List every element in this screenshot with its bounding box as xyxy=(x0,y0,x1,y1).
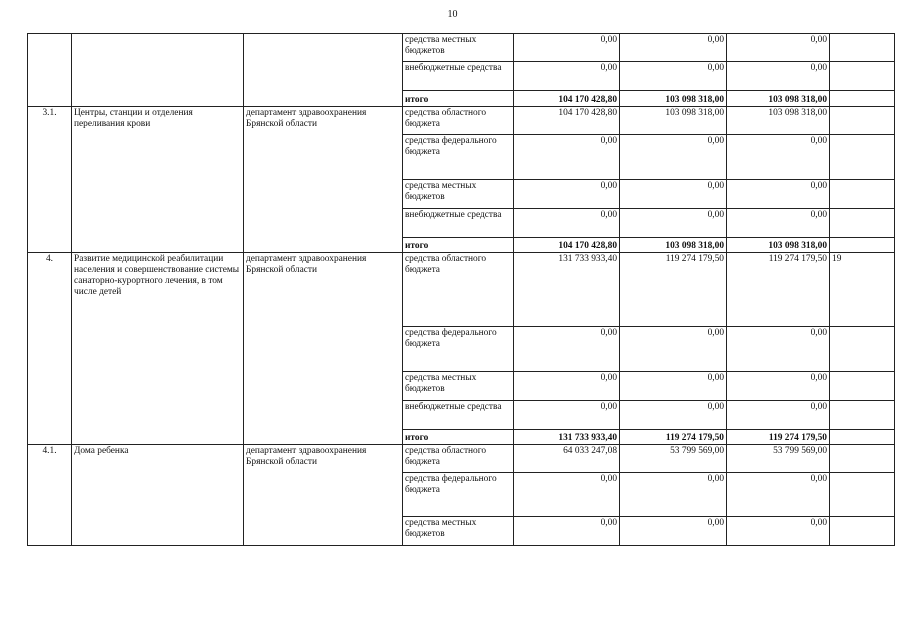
amount-year-3: 0,00 xyxy=(727,62,830,91)
amount-year-2: 103 098 318,00 xyxy=(620,107,727,135)
amount-year-2: 103 098 318,00 xyxy=(620,91,727,107)
amount-year-2: 0,00 xyxy=(620,62,727,91)
amount-year-1: 0,00 xyxy=(514,401,620,430)
amount-year-1: 0,00 xyxy=(514,473,620,517)
funding-source: средства федерального бюджета xyxy=(403,473,514,517)
extra-note xyxy=(830,180,895,209)
amount-year-3: 119 274 179,50 xyxy=(727,253,830,327)
amount-year-2: 0,00 xyxy=(620,327,727,372)
amount-year-3: 0,00 xyxy=(727,517,830,546)
amount-year-3: 0,00 xyxy=(727,473,830,517)
item-department xyxy=(244,34,403,107)
extra-note xyxy=(830,62,895,91)
amount-year-2: 0,00 xyxy=(620,372,727,401)
amount-year-2: 0,00 xyxy=(620,473,727,517)
item-name: Развитие медицинской реабилитации населения и совершенствование системы санаторно-курортного лечения, в том числе детей xyxy=(72,253,244,445)
item-department: департамент здравоохранения Брянской области xyxy=(244,107,403,253)
amount-year-2: 0,00 xyxy=(620,209,727,238)
amount-year-2: 53 799 569,00 xyxy=(620,445,727,473)
extra-note xyxy=(830,34,895,62)
item-number: 4. xyxy=(28,253,72,445)
amount-year-3: 0,00 xyxy=(727,372,830,401)
funding-source: внебюджетные средства xyxy=(403,62,514,91)
extra-note: 19 xyxy=(830,253,895,327)
table-row xyxy=(28,107,895,135)
item-department: департамент здравоохранения Брянской области xyxy=(244,253,403,445)
amount-year-1: 0,00 xyxy=(514,34,620,62)
amount-year-1: 104 170 428,80 xyxy=(514,238,620,253)
amount-year-3: 103 098 318,00 xyxy=(727,107,830,135)
amount-year-2: 119 274 179,50 xyxy=(620,430,727,445)
extra-note xyxy=(830,135,895,180)
amount-year-3: 0,00 xyxy=(727,327,830,372)
funding-source: внебюджетные средства xyxy=(403,401,514,430)
extra-note xyxy=(830,445,895,473)
item-number: 4.1. xyxy=(28,445,72,546)
amount-year-2: 0,00 xyxy=(620,135,727,180)
amount-year-3: 103 098 318,00 xyxy=(727,238,830,253)
funding-source: средства местных бюджетов xyxy=(403,180,514,209)
funding-source: средства местных бюджетов xyxy=(403,517,514,546)
funding-source: внебюджетные средства xyxy=(403,209,514,238)
item-name xyxy=(72,34,244,107)
funding-source: средства местных бюджетов xyxy=(403,34,514,62)
amount-year-3: 0,00 xyxy=(727,209,830,238)
item-number: 3.1. xyxy=(28,107,72,253)
extra-note xyxy=(830,107,895,135)
extra-note xyxy=(830,327,895,372)
amount-year-3: 53 799 569,00 xyxy=(727,445,830,473)
amount-year-1: 131 733 933,40 xyxy=(514,430,620,445)
funding-source: средства местных бюджетов xyxy=(403,372,514,401)
extra-note xyxy=(830,209,895,238)
budget-table xyxy=(27,33,895,546)
extra-note xyxy=(830,401,895,430)
amount-year-2: 0,00 xyxy=(620,34,727,62)
amount-year-1: 0,00 xyxy=(514,327,620,372)
amount-year-1: 104 170 428,80 xyxy=(514,107,620,135)
amount-year-3: 0,00 xyxy=(727,401,830,430)
amount-year-3: 0,00 xyxy=(727,180,830,209)
item-number xyxy=(28,34,72,107)
amount-year-1: 0,00 xyxy=(514,180,620,209)
item-name: Центры, станции и отделения переливания крови xyxy=(72,107,244,253)
amount-year-2: 103 098 318,00 xyxy=(620,238,727,253)
amount-year-1: 0,00 xyxy=(514,372,620,401)
amount-year-1: 131 733 933,40 xyxy=(514,253,620,327)
amount-year-1: 0,00 xyxy=(514,135,620,180)
extra-note xyxy=(830,91,895,107)
amount-year-1: 0,00 xyxy=(514,62,620,91)
funding-source: средства областного бюджета xyxy=(403,253,514,327)
page-number: 10 xyxy=(447,9,458,20)
amount-year-3: 119 274 179,50 xyxy=(727,430,830,445)
extra-note xyxy=(830,517,895,546)
table-row xyxy=(28,445,895,473)
extra-note xyxy=(830,372,895,401)
extra-note xyxy=(830,238,895,253)
amount-year-2: 0,00 xyxy=(620,180,727,209)
amount-year-1: 64 033 247,08 xyxy=(514,445,620,473)
funding-source: итого xyxy=(403,430,514,445)
extra-note xyxy=(830,473,895,517)
amount-year-1: 0,00 xyxy=(514,517,620,546)
extra-note xyxy=(830,430,895,445)
funding-source: итого xyxy=(403,91,514,107)
funding-source: средства областного бюджета xyxy=(403,445,514,473)
amount-year-2: 0,00 xyxy=(620,517,727,546)
funding-source: средства федерального бюджета xyxy=(403,327,514,372)
amount-year-3: 0,00 xyxy=(727,135,830,180)
table-body xyxy=(28,34,895,546)
amount-year-1: 0,00 xyxy=(514,209,620,238)
amount-year-3: 103 098 318,00 xyxy=(727,91,830,107)
funding-source: средства областного бюджета xyxy=(403,107,514,135)
amount-year-1: 104 170 428,80 xyxy=(514,91,620,107)
amount-year-3: 0,00 xyxy=(727,34,830,62)
amount-year-2: 119 274 179,50 xyxy=(620,253,727,327)
item-department: департамент здравоохранения Брянской области xyxy=(244,445,403,546)
amount-year-2: 0,00 xyxy=(620,401,727,430)
item-name: Дома ребенка xyxy=(72,445,244,546)
funding-source: средства федерального бюджета xyxy=(403,135,514,180)
funding-source: итого xyxy=(403,238,514,253)
table-row xyxy=(28,34,895,62)
table-row xyxy=(28,253,895,327)
